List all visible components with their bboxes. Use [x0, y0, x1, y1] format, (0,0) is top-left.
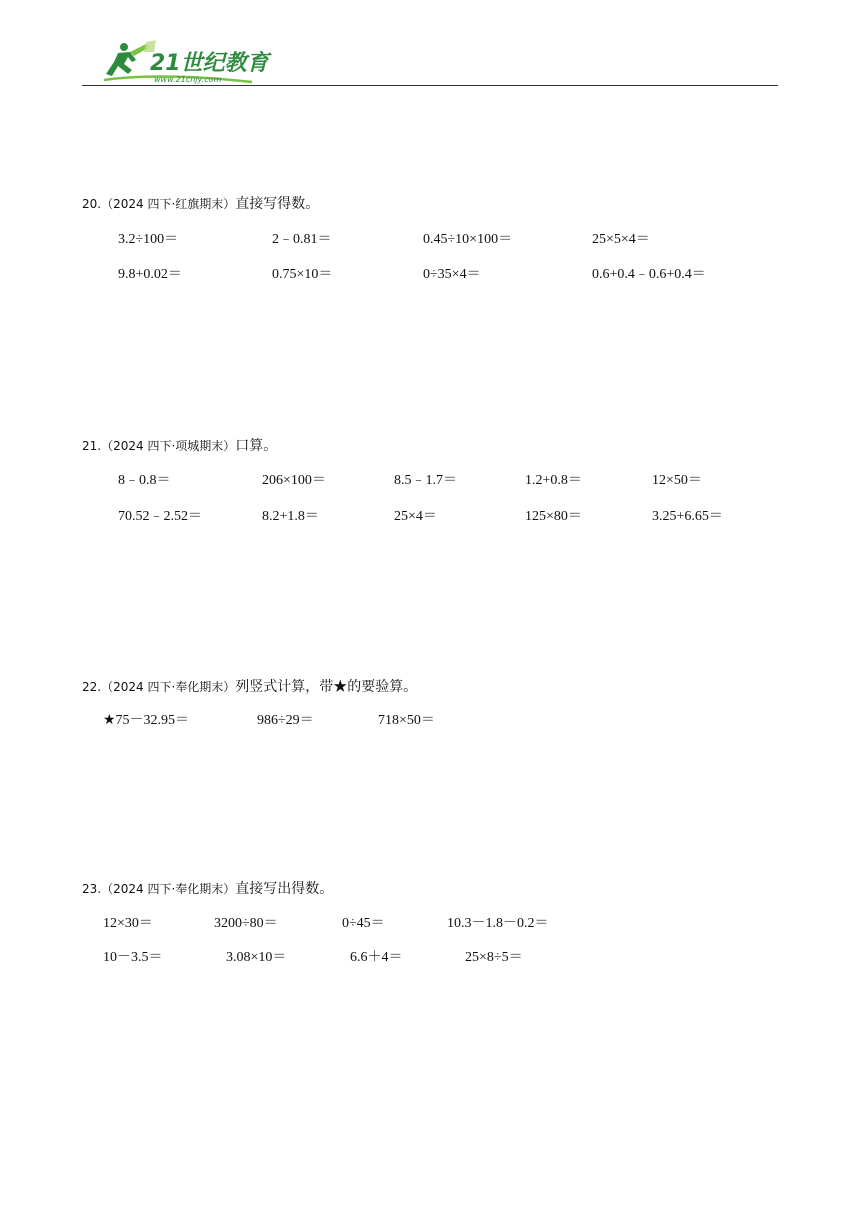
expression: 206×100＝	[262, 473, 326, 488]
question-instruction: 口算。	[235, 438, 278, 454]
expression: 8.2+1.8＝	[262, 509, 319, 524]
expression: 12×50＝	[652, 473, 702, 488]
expression: 25×8÷5＝	[465, 950, 523, 965]
expression: 9.8+0.02＝	[118, 267, 182, 282]
expression: 8.5﹣1.7＝	[394, 473, 457, 488]
expression: 6.6＋4＝	[350, 950, 403, 965]
question-number: 23.	[82, 882, 102, 896]
logo-text: 21世纪教育	[150, 51, 269, 76]
page-header	[0, 0, 860, 90]
expression: 0.6+0.4﹣0.6+0.4＝	[592, 267, 706, 282]
question-number: 21.	[82, 439, 102, 453]
expression: 8﹣0.8＝	[118, 473, 171, 488]
question-source: （2024 四下·红旗期末）	[101, 197, 236, 211]
question-22-title	[82, 678, 417, 696]
expression: 0÷35×4＝	[423, 267, 481, 282]
expression: 25×4＝	[394, 509, 437, 524]
question-21-title	[82, 437, 277, 455]
expression: 0÷45＝	[342, 916, 385, 931]
expression: 0.75×10＝	[272, 267, 333, 282]
expression: 125×80＝	[525, 509, 582, 524]
expression: 718×50＝	[378, 713, 435, 728]
expression: ★75－32.95＝	[103, 713, 190, 728]
question-number: 22.	[82, 680, 102, 694]
logo-icon	[102, 38, 272, 88]
question-23-title	[82, 880, 333, 898]
question-20-title	[82, 195, 319, 213]
expression: 70.52﹣2.52＝	[118, 509, 202, 524]
expression: 3.08×10＝	[226, 950, 287, 965]
question-instruction: 列竖式计算，带★的要验算。	[235, 679, 418, 695]
question-instruction: 直接写得数。	[235, 196, 320, 212]
question-number: 20.	[82, 197, 102, 211]
question-instruction: 直接写出得数。	[235, 881, 334, 897]
expression: 0.45÷10×100＝	[423, 232, 513, 247]
expression: 3200÷80＝	[214, 916, 278, 931]
expression: 10.3－1.8－0.2＝	[447, 916, 549, 931]
header-divider	[82, 85, 778, 86]
question-source: （2024 四下·奉化期末）	[101, 882, 236, 896]
question-source: （2024 四下·项城期末）	[101, 439, 236, 453]
expression: 3.25+6.65＝	[652, 509, 723, 524]
question-source: （2024 四下·奉化期末）	[101, 680, 236, 694]
logo-21cnjy	[102, 38, 272, 88]
expression: 986÷29＝	[257, 713, 314, 728]
expression: 1.2+0.8＝	[525, 473, 582, 488]
logo-url: www.21cnjy.com	[154, 75, 222, 84]
expression: 2﹣0.81＝	[272, 232, 332, 247]
expression: 12×30＝	[103, 916, 153, 931]
expression: 25×5×4＝	[592, 232, 650, 247]
expression: 10－3.5＝	[103, 950, 163, 965]
expression: 3.2÷100＝	[118, 232, 179, 247]
